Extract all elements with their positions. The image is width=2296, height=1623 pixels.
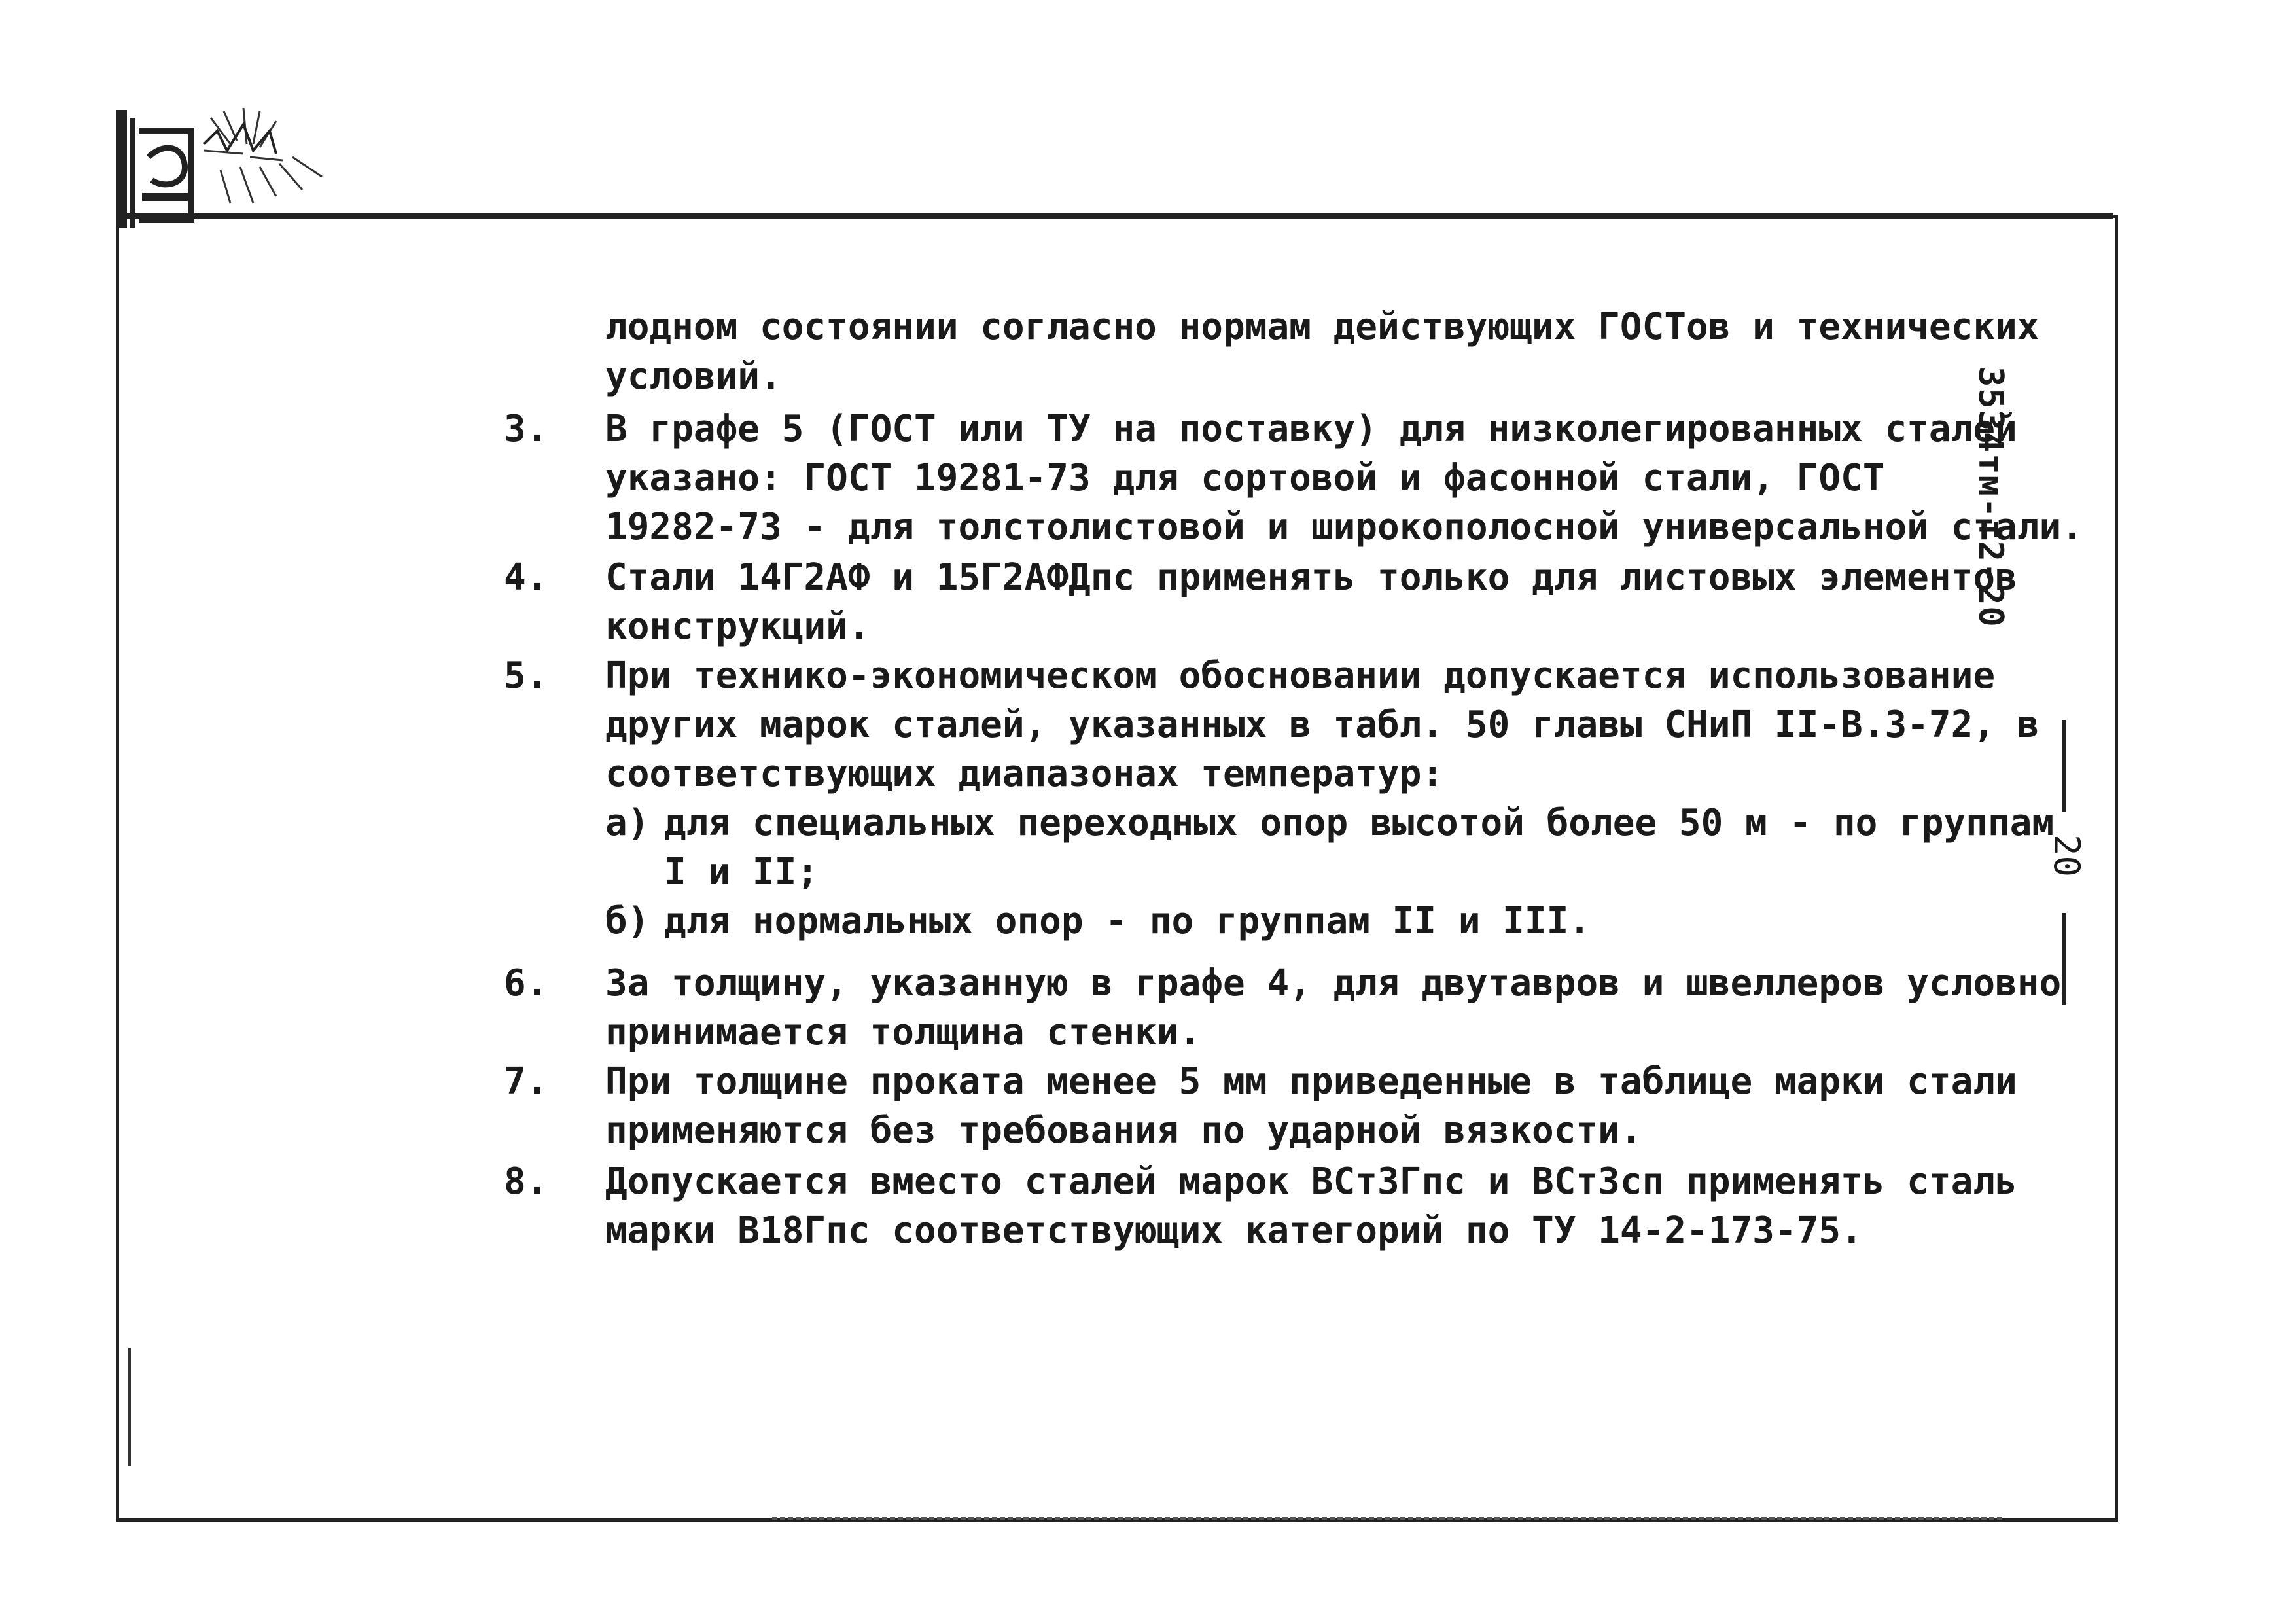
page-number-rule-top — [2062, 720, 2066, 812]
page-number-rule-bottom — [2062, 913, 2066, 1005]
text-line: соответствующих диапазонах температур: — [605, 753, 1444, 795]
text-line: Стали 14Г2АФ и 15Г2АФДпс применять только для листовых элементов — [605, 556, 2017, 599]
text-line: для нормальных опор - по группам II и III. — [664, 900, 1591, 942]
text-line: В графе 5 (ГОСТ или ТУ на поставку) для низколегированных сталей — [605, 408, 2017, 450]
item-number: 5. — [504, 654, 548, 697]
text-line: конструкций. — [605, 605, 870, 648]
item-number: 6. — [504, 962, 548, 1005]
page-number: 20 — [2046, 834, 2087, 878]
text-line: 19282-73 - для толстолистовой и широкополосной универсальной стали. — [605, 506, 2083, 548]
text-line: условий. — [605, 355, 782, 398]
text-line: принимается толщина стенки. — [605, 1011, 1201, 1054]
text-line: указано: ГОСТ 19281-73 для сортовой и фасонной стали, ГОСТ — [605, 457, 1885, 499]
text-line: применяются без требования по ударной вязкости. — [605, 1109, 1642, 1152]
text-line: марки В18Гпс соответствующих категорий по ТУ 14-2-173-75. — [605, 1209, 1863, 1252]
sub-item-marker: б) — [605, 900, 650, 942]
text-line: других марок сталей, указанных в табл. 50 главы СНиП II-В.3-72, в — [605, 704, 2040, 746]
document-code: 3534тм-т2-20 — [1971, 366, 2010, 628]
text-line: лодном состоянии согласно нормам действующих ГОСТов и технических — [605, 306, 2040, 348]
sub-item-marker: а) — [605, 802, 650, 844]
text-line: За толщину, указанную в графе 4, для двутавров и швеллеров условно — [605, 962, 2062, 1005]
text-line: I и II; — [664, 851, 819, 893]
item-number: 4. — [504, 556, 548, 599]
text-line: При технико-экономическом обосновании допускается использование — [605, 654, 1996, 697]
item-number: 7. — [504, 1060, 548, 1103]
text-line: для специальных переходных опор высотой более 50 м - по группам — [664, 802, 2055, 844]
item-number: 8. — [504, 1160, 548, 1203]
text-line: Допускается вместо сталей марок ВСт3Гпс и ВСт3сп применять сталь — [605, 1160, 2017, 1203]
left-margin-mark — [128, 1348, 131, 1466]
bottom-rule — [772, 1517, 2002, 1520]
text-line: При толщине проката менее 5 мм приведенные в таблице марки стали — [605, 1060, 2017, 1103]
item-number: 3. — [504, 408, 548, 450]
